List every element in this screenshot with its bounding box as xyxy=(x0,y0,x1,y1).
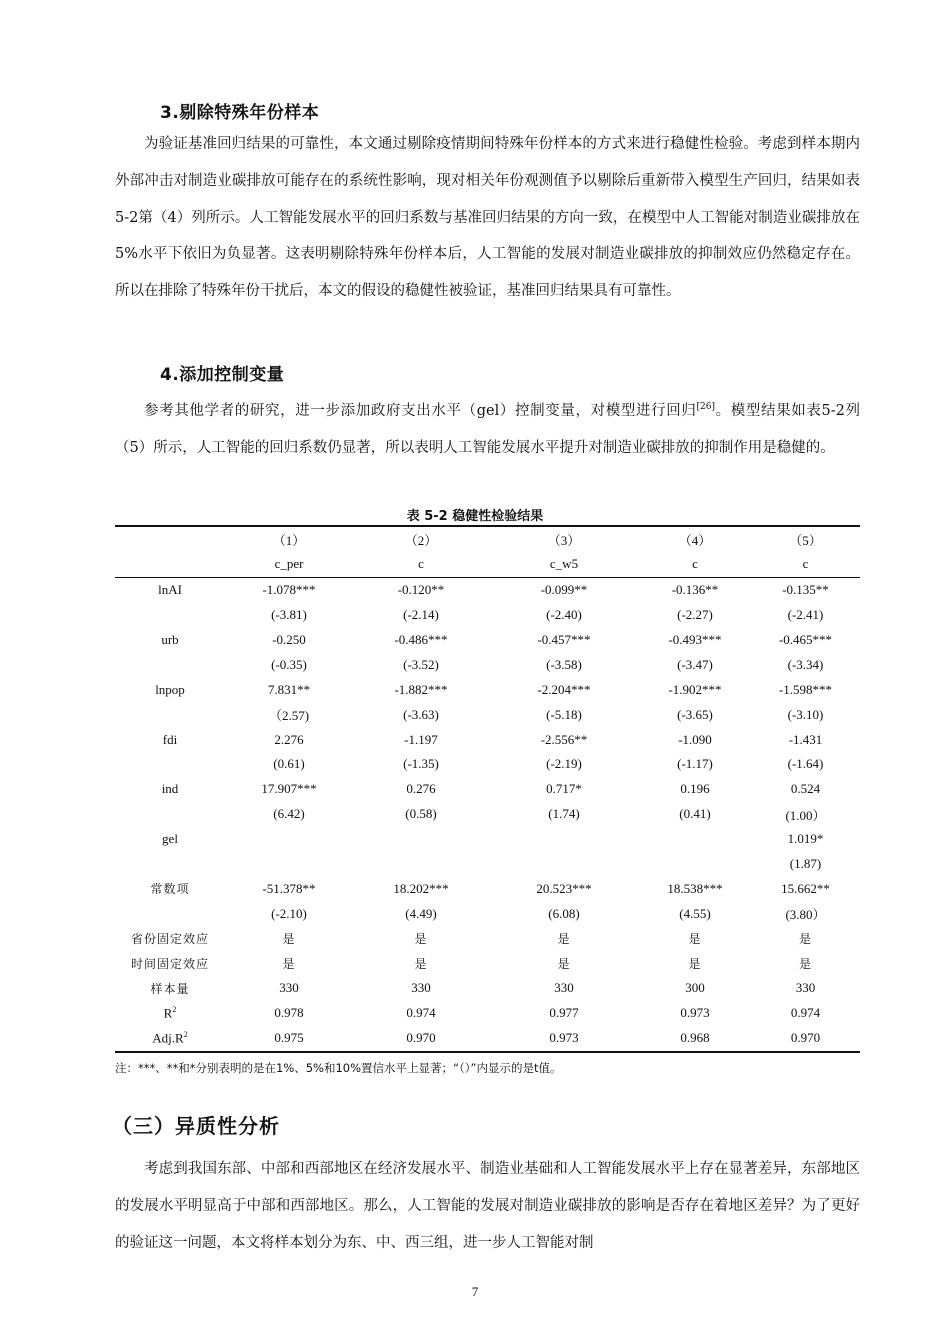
table-cell: -1.197 xyxy=(404,731,438,747)
table-cell: 是 xyxy=(798,957,812,972)
table-cell: (-2.14) xyxy=(403,607,439,623)
table-row xyxy=(115,577,860,602)
table-cell: 18.538*** xyxy=(667,880,723,896)
paragraph-add-control-variable xyxy=(115,389,860,466)
table-cell: 20.523*** xyxy=(536,880,592,896)
table-row xyxy=(115,752,860,777)
table-header-row-numbers xyxy=(115,526,860,552)
row-label: gel xyxy=(162,831,178,847)
table-cell: 0.196 xyxy=(680,781,710,797)
table-cell: 0.276 xyxy=(406,781,436,797)
row-label: fdi xyxy=(162,731,178,747)
dependent-var-4: c xyxy=(639,552,751,577)
table-cell: 是 xyxy=(414,932,428,947)
table-cell: 0.524 xyxy=(790,781,821,797)
row-label xyxy=(115,752,225,777)
row-label xyxy=(115,802,225,827)
row-label: 样本量 xyxy=(150,981,190,996)
dependent-var-2: c xyxy=(353,552,489,577)
table-cell: (4.55) xyxy=(679,905,711,921)
dependent-var-3: c_w5 xyxy=(489,552,639,577)
table-cell: 是 xyxy=(688,932,702,947)
r2-value-2: 0.974 xyxy=(406,1005,436,1021)
adj-r2-value-1: 0.975 xyxy=(225,1026,353,1052)
table-row-r2 xyxy=(115,1001,860,1026)
row-label xyxy=(115,901,225,926)
section-heading-add-control-variable: 4.添加控制变量 xyxy=(160,365,285,385)
table-cell: 是 xyxy=(282,957,296,972)
table-cell xyxy=(353,852,489,877)
table-cell: (-3.58) xyxy=(546,656,582,672)
paragraph-text-part-1: 参考其他学者的研究，进一步添加政府支出水平（gel）控制变量，对模型进行回归 xyxy=(144,402,697,419)
table-cell: (-2.19) xyxy=(546,756,582,772)
table-cell: 是 xyxy=(557,932,571,947)
row-label: lnAI xyxy=(158,582,182,598)
adj-r2-value-4: 0.968 xyxy=(639,1026,751,1052)
page-number: 7 xyxy=(471,1284,479,1299)
table-cell: 是 xyxy=(282,932,296,947)
table-cell xyxy=(639,827,751,852)
header-blank-cell xyxy=(115,526,225,552)
table-cell: -1.598*** xyxy=(778,681,833,697)
row-label-r2: $R^2$ xyxy=(163,1005,177,1021)
table-cell xyxy=(489,852,639,877)
table-cell: 1.019* xyxy=(787,831,824,847)
table-cell: (-1.64) xyxy=(787,756,824,772)
row-label: ind xyxy=(161,781,179,797)
table-cell: 300 xyxy=(685,980,705,996)
header-blank-cell xyxy=(115,552,225,577)
row-label xyxy=(115,852,225,877)
table-cell: -1.431 xyxy=(788,731,823,747)
table-cell xyxy=(639,852,751,877)
table-cell xyxy=(353,827,489,852)
r2-value-4: 0.973 xyxy=(680,1005,710,1021)
table-cell: (-3.34) xyxy=(787,656,824,672)
table-row xyxy=(115,777,860,802)
table-cell: -1.090 xyxy=(678,731,712,747)
table-cell: (6.08) xyxy=(548,905,580,921)
table-cell: (-3.65) xyxy=(677,706,713,722)
table-cell: 330 xyxy=(554,980,574,996)
row-label xyxy=(115,702,225,727)
table-cell: -0.099** xyxy=(540,582,588,598)
table-row xyxy=(115,628,860,653)
table-row xyxy=(115,976,860,1001)
adj-r2-value-3: 0.973 xyxy=(489,1026,639,1052)
table-cell: (0.58) xyxy=(405,806,437,822)
row-label-adj-r2: $Adj.R^2$ xyxy=(115,1026,225,1052)
table-cell: (-3.63) xyxy=(403,706,439,722)
table-cell: -1.902*** xyxy=(668,681,722,697)
row-label: 省份固定效应 xyxy=(130,932,209,947)
table-cell: -0.136** xyxy=(671,582,719,598)
r2-value-5: 0.974 xyxy=(790,1005,821,1021)
r2-value-1: 0.978 xyxy=(274,1005,304,1021)
table-body xyxy=(115,577,860,1001)
table-cell: (-3.47) xyxy=(677,656,713,672)
table-cell: 17.907*** xyxy=(261,781,317,797)
table-cell: (3.80） xyxy=(785,907,826,923)
table-cell: -51.378** xyxy=(262,880,316,896)
table-cell: 330 xyxy=(795,980,816,996)
table-cell: (-2.40) xyxy=(546,607,582,623)
table-row xyxy=(115,677,860,702)
paragraph-text-part-2: 。模型结果如表5-2列（5）所示，人工智能的回归系数仍显著，所以表明人工智能发展水平提升对制造业碳排放的抑制作用是稳健的。 xyxy=(115,402,860,456)
table-cell: (1.87) xyxy=(789,856,822,872)
column-number-2: （2） xyxy=(353,526,489,552)
table-row xyxy=(115,652,860,677)
table-cell: (1.74) xyxy=(548,806,580,822)
table-title: 表 5-2 稳健性检验结果 xyxy=(406,509,544,524)
table-cell: (4.49) xyxy=(405,905,437,921)
table-cell: (-0.35) xyxy=(271,656,307,672)
table-cell: 18.202*** xyxy=(393,880,449,896)
table-cell: 7.831** xyxy=(267,681,311,697)
row-label: 时间固定效应 xyxy=(130,957,209,972)
table-cell: 2.276 xyxy=(274,731,304,747)
table-cell: 330 xyxy=(411,980,431,996)
table-row xyxy=(115,802,860,827)
table-cell: -0.120** xyxy=(397,582,445,598)
table-cell: (-3.10) xyxy=(787,706,824,722)
table-header-row-dependent-vars xyxy=(115,552,860,577)
table-cell: (0.41) xyxy=(679,806,711,822)
table-cell: (-5.18) xyxy=(546,706,582,722)
row-label xyxy=(115,652,225,677)
table-cell: 330 xyxy=(279,980,299,996)
table-cell: 0.717* xyxy=(546,781,582,797)
table-cell: -0.465*** xyxy=(778,632,833,647)
table-row xyxy=(115,926,860,951)
row-label: urb xyxy=(161,632,179,647)
citation-marker: [26] xyxy=(696,402,716,412)
table-cell xyxy=(225,827,353,852)
dependent-var-5: c xyxy=(751,552,860,577)
table-cell: 是 xyxy=(798,932,812,947)
table-cell: 是 xyxy=(557,957,571,972)
table-cell: -2.204*** xyxy=(537,681,591,697)
table-cell: 15.662** xyxy=(781,880,830,896)
column-number-3: （3） xyxy=(489,526,639,552)
table-cell: -2.556** xyxy=(540,731,588,747)
table-cell: (6.42) xyxy=(273,806,305,822)
table-cell: (-1.35) xyxy=(403,756,439,772)
dependent-var-1: c_per xyxy=(225,552,353,577)
table-row xyxy=(115,876,860,901)
table-cell: -0.486*** xyxy=(394,632,448,647)
table-row xyxy=(115,702,860,727)
table-cell: -0.493*** xyxy=(668,632,722,647)
table-row xyxy=(115,951,860,976)
table-cell: -1.078*** xyxy=(262,582,316,598)
table-cell: -0.250 xyxy=(272,632,306,647)
column-number-4: （4） xyxy=(639,526,751,552)
robustness-results-table xyxy=(115,525,860,1053)
table-row-adj-r2 xyxy=(115,1026,860,1052)
adj-r2-value-5: 0.970 xyxy=(751,1026,860,1052)
table-cell: (-2.41) xyxy=(787,607,824,623)
paragraph-heterogeneity: 考虑到我国东部、中部和西部地区在经济发展水平、制造业基础和人工智能发展水平上存在显著差异，东部地区的发展水平明显高于中部和西部地区。那么，人工智能的发展对制造业碳排放的影响是否存在着地区差异？为了更好的验证这一问题，本文将样本划分为东、中、西三组，进一步人工智能对制 xyxy=(115,1161,860,1251)
table-cell: (-3.81) xyxy=(271,607,307,623)
table-cell: -1.882*** xyxy=(394,681,448,697)
table-cell: (0.61) xyxy=(273,756,305,772)
table-row xyxy=(115,727,860,752)
table-note: 注：***、**和*分别表明的是在1%、5%和10%置信水平上显著；“（）”内显示的是t值。 xyxy=(115,1061,562,1075)
row-label xyxy=(115,603,225,628)
table-cell: (-1.17) xyxy=(677,756,713,772)
table-row xyxy=(115,603,860,628)
table-cell: (1.00） xyxy=(785,807,826,823)
table-row xyxy=(115,852,860,877)
section-heading-heterogeneity: （三）异质性分析 xyxy=(112,1114,280,1138)
table-cell: 是 xyxy=(414,957,428,972)
table-cell xyxy=(225,852,353,877)
r2-value-3: 0.977 xyxy=(549,1005,579,1021)
row-label: lnpop xyxy=(155,681,185,697)
table-cell: 是 xyxy=(688,957,702,972)
table-cell: -0.457*** xyxy=(537,632,591,647)
paragraph-remove-special-years: 为验证基准回归结果的可靠性，本文通过剔除疫情期间特殊年份样本的方式来进行稳健性检验。考虑到样本期内外部冲击对制造业碳排放可能存在的系统性影响，现对相关年份观测值予以剔除后重新带入模型生产回归，结果如表5-2第（4）列所示。人工智能发展水平的回归系数与基准回归结果的方向一致，在模型中人工智能对制造业碳排放在5%水平下依旧为负显著。这表明剔除特殊年份样本后，人工智能的发展对制造业碳排放的抑制效应仍然稳定存在。所以在排除了特殊年份干扰后，本文的假设的稳健性被验证，基准回归结果具有可靠性。 xyxy=(115,136,860,300)
table-row xyxy=(115,901,860,926)
table-cell: -0.135** xyxy=(782,582,829,598)
table-cell xyxy=(489,827,639,852)
table-cell: (-2.10) xyxy=(271,905,307,921)
row-label: 常数项 xyxy=(150,882,190,897)
adj-r2-value-2: 0.970 xyxy=(353,1026,489,1052)
table-cell: （2.57) xyxy=(268,708,310,724)
section-heading-remove-special-years: 3.剔除特殊年份样本 xyxy=(160,103,320,123)
table-cell: (-3.52) xyxy=(403,656,439,672)
table-cell: (-2.27) xyxy=(677,607,713,623)
column-number-1: （1） xyxy=(225,526,353,552)
column-number-5: （5） xyxy=(751,526,860,552)
table-row xyxy=(115,827,860,852)
